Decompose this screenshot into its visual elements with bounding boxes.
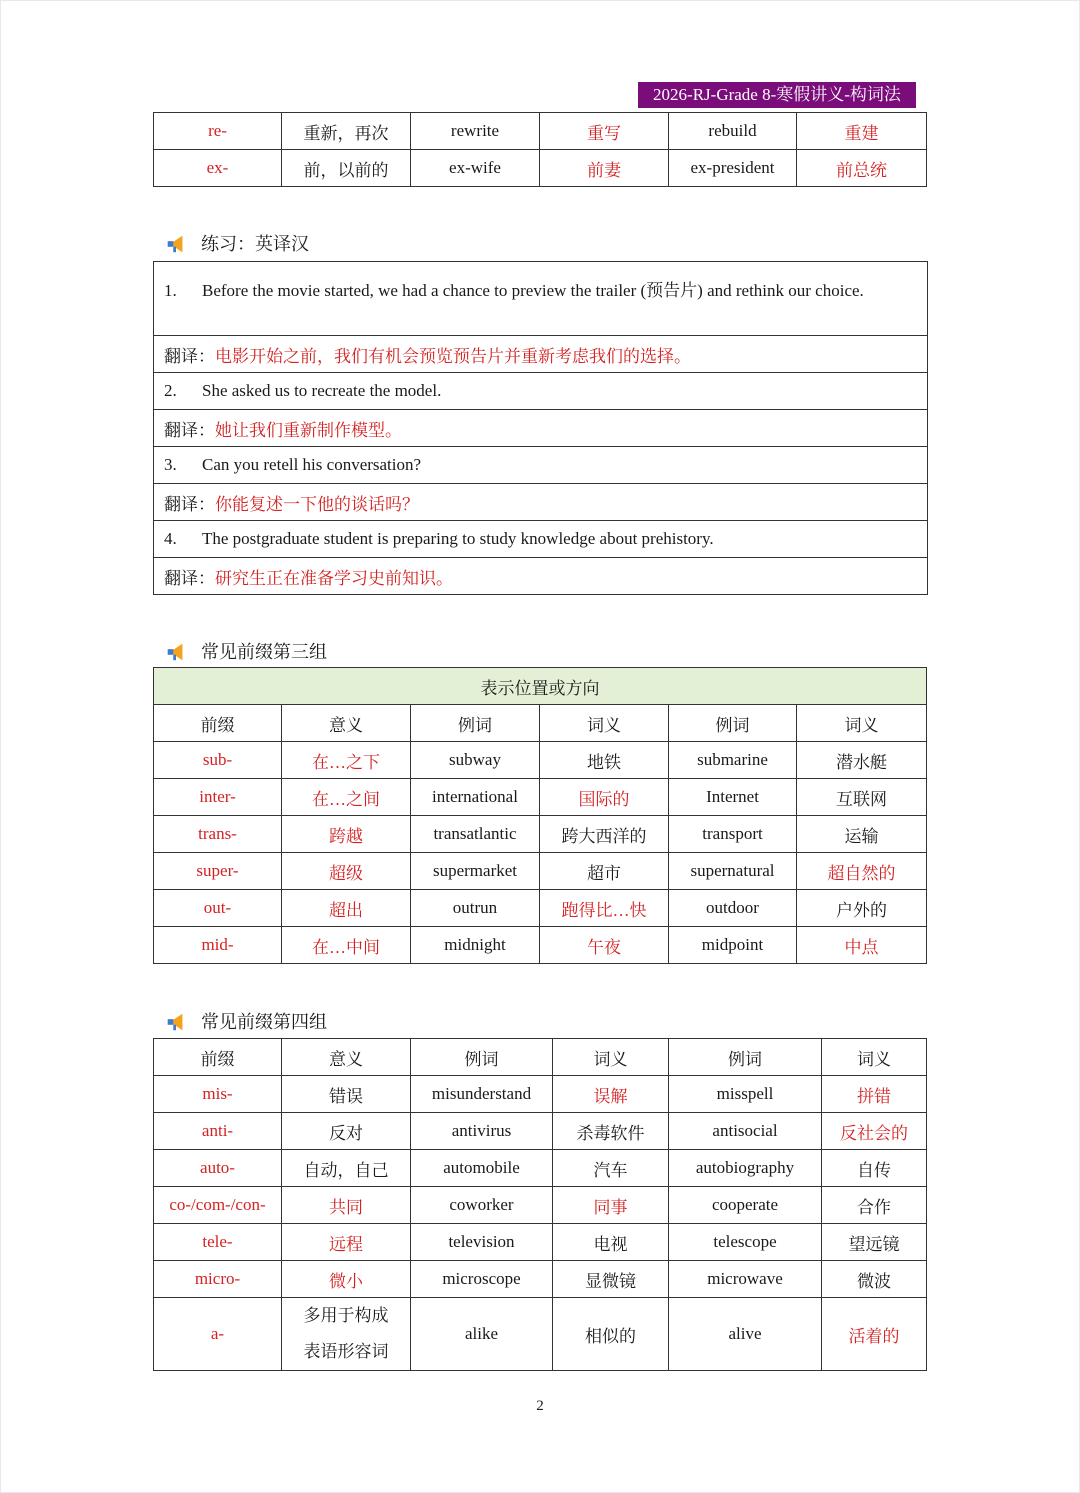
prefix-cell: micro- — [154, 1261, 282, 1298]
example-cell: outrun — [411, 890, 540, 927]
column-header: 例词 — [669, 1039, 822, 1076]
example-cell: supernatural — [669, 853, 797, 890]
answer-text: 电影开始之前，我们有机会预览预告片并重新考虑我们的选择。 — [215, 346, 691, 366]
question-text: She asked us to recreate the model. — [202, 381, 442, 400]
translation-cell: 跨大西洋的 — [540, 816, 669, 853]
translation-cell: 活着的 — [822, 1298, 927, 1371]
translation-cell: 跑得比…快 — [540, 890, 669, 927]
practice-answer — [154, 557, 927, 594]
table-row — [154, 1076, 927, 1113]
meaning-cell: 反对 — [282, 1113, 411, 1150]
translation-cell: 汽车 — [553, 1150, 669, 1187]
example-cell: transatlantic — [411, 816, 540, 853]
column-header: 前缀 — [154, 1039, 282, 1076]
prefix-cell: ex- — [154, 150, 282, 187]
table-row — [154, 1298, 927, 1371]
translation-cell: 相似的 — [553, 1298, 669, 1371]
header-tag: 2026-RJ-Grade 8-寒假讲义-构词法 — [638, 82, 916, 108]
meaning-cell: 超出 — [282, 890, 411, 927]
example-cell: ex-wife — [411, 150, 540, 187]
table-row — [154, 1113, 927, 1150]
example-cell: rebuild — [669, 113, 797, 150]
meaning-cell: 重新，再次 — [282, 113, 411, 150]
column-header: 词义 — [797, 705, 927, 742]
meaning-cell: 前，以前的 — [282, 150, 411, 187]
example-cell: coworker — [411, 1187, 553, 1224]
translation-cell: 超自然的 — [797, 853, 927, 890]
megaphone-icon — [165, 233, 187, 255]
group3-heading — [165, 639, 327, 665]
meaning-cell — [282, 1298, 411, 1371]
example-cell: Internet — [669, 779, 797, 816]
question-text: Before the movie started, we had a chance to preview the trailer (预告片) and rethink our choice. — [202, 281, 864, 300]
translation-cell: 超市 — [540, 853, 669, 890]
prefix-cell: tele- — [154, 1224, 282, 1261]
prefix-cell: out- — [154, 890, 282, 927]
meaning-line: 多用于构成 — [303, 1306, 389, 1325]
group3-banner: 表示位置或方向 — [154, 668, 927, 705]
column-header: 例词 — [669, 705, 797, 742]
prefix-cell: auto- — [154, 1150, 282, 1187]
example-cell: submarine — [669, 742, 797, 779]
translate-label: 翻译： — [164, 346, 215, 366]
meaning-cell: 微小 — [282, 1261, 411, 1298]
prefix-cell: trans- — [154, 816, 282, 853]
practice-question — [154, 372, 927, 409]
prefix-cell: mis- — [154, 1076, 282, 1113]
meaning-cell: 远程 — [282, 1224, 411, 1261]
practice-title: 练习：英译汉 — [201, 234, 309, 254]
page-number: 2 — [536, 1398, 544, 1414]
prefix-cell: anti- — [154, 1113, 282, 1150]
column-header: 意义 — [282, 705, 411, 742]
meaning-cell: 在…中间 — [282, 927, 411, 964]
table-row — [154, 1150, 927, 1187]
translate-label: 翻译： — [164, 494, 215, 514]
column-header: 例词 — [411, 705, 540, 742]
practice-answer — [154, 483, 927, 520]
translation-cell: 地铁 — [540, 742, 669, 779]
meaning-cell: 自动，自己 — [282, 1150, 411, 1187]
answer-text: 她让我们重新制作模型。 — [215, 420, 402, 440]
example-cell: cooperate — [669, 1187, 822, 1224]
megaphone-icon — [165, 641, 187, 663]
example-cell: alive — [669, 1298, 822, 1371]
example-cell: microwave — [669, 1261, 822, 1298]
translation-cell: 户外的 — [797, 890, 927, 927]
group4-title: 常见前缀第四组 — [201, 1012, 327, 1032]
banner-row — [154, 668, 927, 705]
prefix-cell: inter- — [154, 779, 282, 816]
question-number: 4. — [164, 529, 177, 548]
translation-cell: 微波 — [822, 1261, 927, 1298]
column-header: 前缀 — [154, 705, 282, 742]
column-header: 意义 — [282, 1039, 411, 1076]
answer-text: 你能复述一下他的谈话吗？ — [215, 494, 419, 514]
prefix-table-group4 — [153, 1038, 927, 1371]
translate-label: 翻译： — [164, 568, 215, 588]
example-cell: rewrite — [411, 113, 540, 150]
translation-cell: 拼错 — [822, 1076, 927, 1113]
practice-box — [153, 261, 928, 595]
translation-cell: 反社会的 — [822, 1113, 927, 1150]
translation-cell: 前妻 — [540, 150, 669, 187]
practice-question — [154, 446, 927, 483]
example-cell: midnight — [411, 927, 540, 964]
example-cell: automobile — [411, 1150, 553, 1187]
example-cell: autobiography — [669, 1150, 822, 1187]
example-cell: alike — [411, 1298, 553, 1371]
translation-cell: 误解 — [553, 1076, 669, 1113]
translation-cell: 电视 — [553, 1224, 669, 1261]
question-number: 3. — [164, 455, 177, 474]
prefix-cell: co-/com-/con- — [154, 1187, 282, 1224]
practice-answer — [154, 335, 927, 372]
practice-question — [154, 262, 927, 335]
table-row — [154, 742, 927, 779]
translation-cell: 望远镜 — [822, 1224, 927, 1261]
column-header: 词义 — [822, 1039, 927, 1076]
translation-cell: 重写 — [540, 113, 669, 150]
meaning-cell: 错误 — [282, 1076, 411, 1113]
table-row — [154, 1187, 927, 1224]
translation-cell: 潜水艇 — [797, 742, 927, 779]
prefix-cell: super- — [154, 853, 282, 890]
meaning-cell: 超级 — [282, 853, 411, 890]
group3-title: 常见前缀第三组 — [201, 642, 327, 662]
translation-cell: 中点 — [797, 927, 927, 964]
table-row — [154, 927, 927, 964]
example-cell: antisocial — [669, 1113, 822, 1150]
table-row — [154, 1224, 927, 1261]
example-cell: transport — [669, 816, 797, 853]
example-cell: misspell — [669, 1076, 822, 1113]
question-number: 2. — [164, 381, 177, 400]
question-number: 1. — [164, 281, 177, 300]
practice-answer — [154, 409, 927, 446]
table-row — [154, 890, 927, 927]
table-row — [154, 853, 927, 890]
table-row — [154, 816, 927, 853]
table-row — [154, 1261, 927, 1298]
meaning-cell: 共同 — [282, 1187, 411, 1224]
practice-question — [154, 520, 927, 557]
translation-cell: 前总统 — [797, 150, 927, 187]
meaning-cell: 跨越 — [282, 816, 411, 853]
translate-label: 翻译： — [164, 420, 215, 440]
translation-cell: 互联网 — [797, 779, 927, 816]
example-cell: midpoint — [669, 927, 797, 964]
translation-cell: 显微镜 — [553, 1261, 669, 1298]
prefix-table-group3 — [153, 667, 927, 964]
answer-text: 研究生正在准备学习史前知识。 — [215, 568, 453, 588]
translation-cell: 杀毒软件 — [553, 1113, 669, 1150]
example-cell: international — [411, 779, 540, 816]
example-cell: outdoor — [669, 890, 797, 927]
question-text: Can you retell his conversation? — [202, 455, 422, 474]
translation-cell: 同事 — [553, 1187, 669, 1224]
example-cell: subway — [411, 742, 540, 779]
meaning-cell: 在…之下 — [282, 742, 411, 779]
example-cell: microscope — [411, 1261, 553, 1298]
translation-cell: 运输 — [797, 816, 927, 853]
column-header: 例词 — [411, 1039, 553, 1076]
translation-cell: 合作 — [822, 1187, 927, 1224]
header-row — [154, 705, 927, 742]
prefix-cell: mid- — [154, 927, 282, 964]
practice-heading — [165, 231, 309, 257]
example-cell: telescope — [669, 1224, 822, 1261]
translation-cell: 自传 — [822, 1150, 927, 1187]
meaning-cell: 在…之间 — [282, 779, 411, 816]
meaning-line: 表语形容词 — [303, 1342, 389, 1361]
translation-cell: 重建 — [797, 113, 927, 150]
group4-heading — [165, 1009, 327, 1035]
header-row — [154, 1039, 927, 1076]
example-cell: ex-president — [669, 150, 797, 187]
question-text: The postgraduate student is preparing to study knowledge about prehistory. — [202, 529, 714, 548]
example-cell: antivirus — [411, 1113, 553, 1150]
example-cell: misunderstand — [411, 1076, 553, 1113]
translation-cell: 国际的 — [540, 779, 669, 816]
table-row — [154, 779, 927, 816]
prefix-table-top — [153, 112, 927, 187]
prefix-cell: sub- — [154, 742, 282, 779]
prefix-cell: re- — [154, 113, 282, 150]
table-row — [154, 150, 927, 187]
table-row — [154, 113, 927, 150]
prefix-cell: a- — [154, 1298, 282, 1371]
example-cell: television — [411, 1224, 553, 1261]
column-header: 词义 — [540, 705, 669, 742]
column-header: 词义 — [553, 1039, 669, 1076]
megaphone-icon — [165, 1011, 187, 1033]
translation-cell: 午夜 — [540, 927, 669, 964]
example-cell: supermarket — [411, 853, 540, 890]
